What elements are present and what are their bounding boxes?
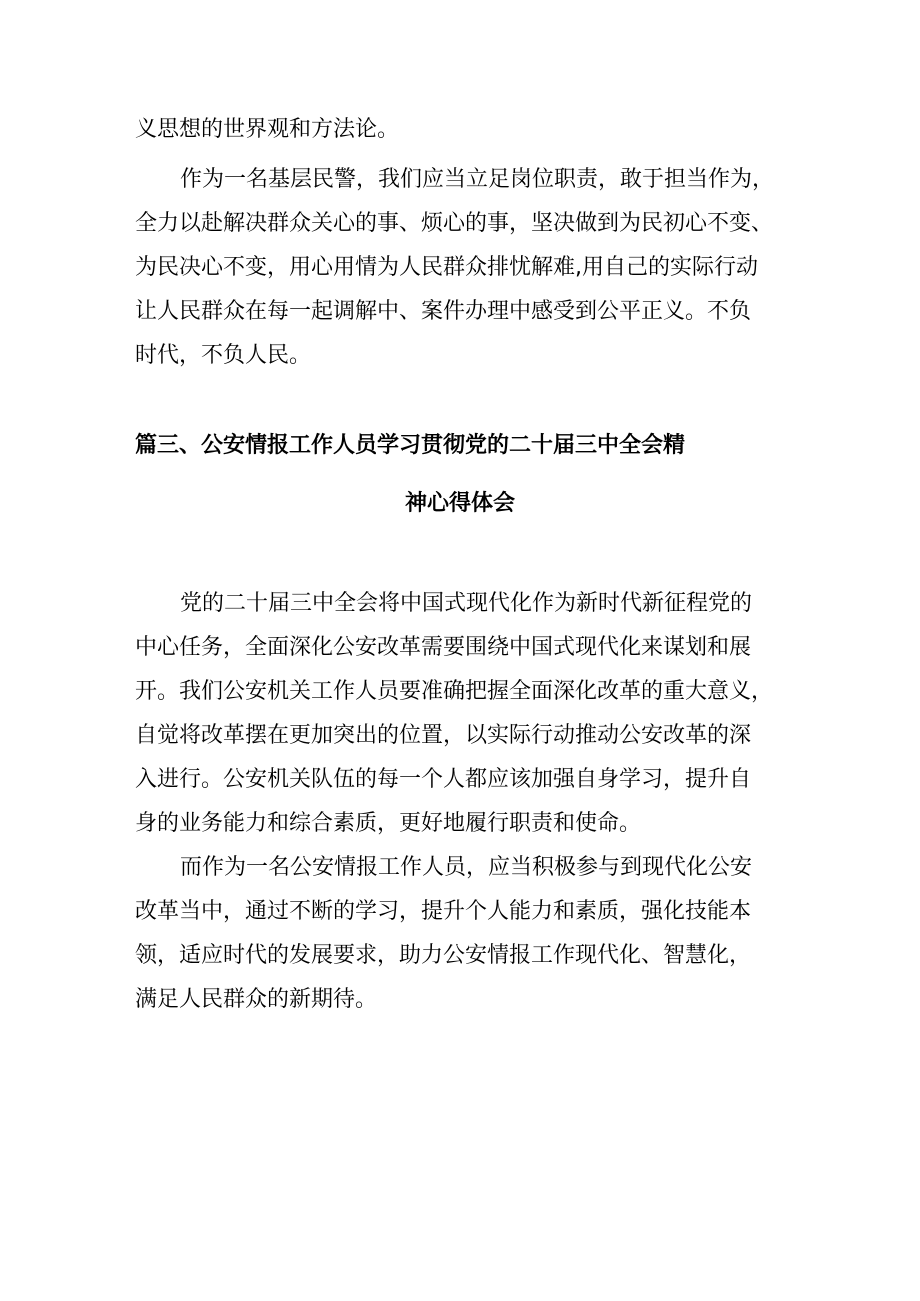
text-line: 时代，不负人民。 bbox=[135, 343, 312, 368]
text-line: 满足人民群众的新期待。 bbox=[135, 987, 378, 1012]
text-line: 入进行。公安机关队伍的每一个人都应该加强自身学习，提升自 bbox=[135, 767, 752, 792]
section-heading-line2: 神心得体会 bbox=[404, 491, 515, 516]
paragraph-first-line: 作为一名基层民警，我们应当立足岗位职责，敢于担当作为， bbox=[180, 167, 775, 192]
text-line: 开。我们公安机关工作人员要准确把握全面深化改革的重大意义， bbox=[135, 679, 774, 704]
text-line: 让人民群众在每一起调解中、案件办理中感受到公平正义。不负 bbox=[135, 299, 752, 324]
text-line: 改革当中，通过不断的学习，提升个人能力和素质，强化技能本 bbox=[135, 899, 752, 924]
text-line: 领，适应时代的发展要求，助力公安情报工作现代化、智慧化， bbox=[135, 943, 752, 968]
text-line: 义思想的世界观和方法论。 bbox=[135, 117, 400, 142]
paragraph-first-line: 党的二十届三中全会将中国式现代化作为新时代新征程党的 bbox=[180, 591, 753, 616]
text-line: 为民决心不变，用心用情为人民群众排忧解难,用自己的实际行动 bbox=[135, 255, 758, 280]
text-line: 自觉将改革摆在更加突出的位置，以实际行动推动公安改革的深 bbox=[135, 723, 752, 748]
paragraph-first-line: 而作为一名公安情报工作人员，应当积极参与到现代化公安 bbox=[180, 855, 753, 880]
section-heading-line1: 篇三、公安情报工作人员学习贯彻党的二十届三中全会精 bbox=[135, 433, 686, 458]
text-line: 中心任务，全面深化公安改革需要围绕中国式现代化来谋划和展 bbox=[135, 635, 752, 660]
text-line: 身的业务能力和综合素质，更好地履行职责和使命。 bbox=[135, 811, 642, 836]
text-line: 全力以赴解决群众关心的事、烦心的事，坚决做到为民初心不变、 bbox=[135, 211, 774, 236]
